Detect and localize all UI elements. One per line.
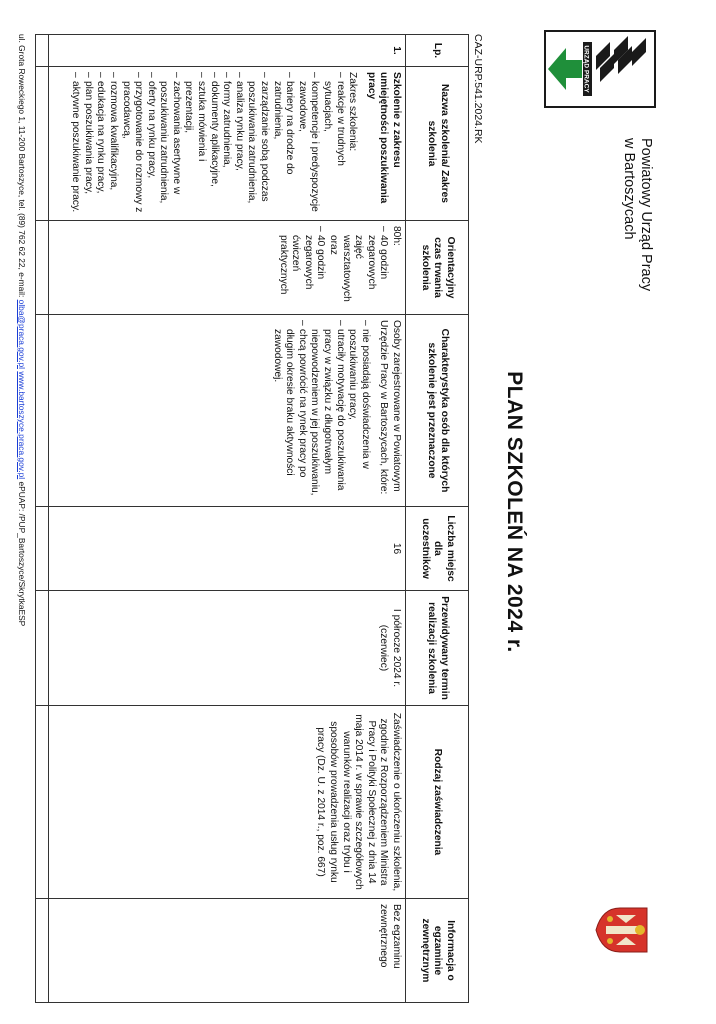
table-empty-row (36, 35, 49, 1003)
time-list (276, 226, 389, 309)
scope-list (69, 72, 346, 215)
list-item: – analiza rynku pracy, (232, 72, 245, 215)
time-total: 80h: (391, 226, 402, 246)
cell-term: I półrocze 2024 r. (czerwiec) (49, 591, 406, 706)
header-term: Przewidywany termin realizacji szkolenia (406, 591, 469, 706)
list-item: – sztuka mówienia i prezentacji, (182, 72, 207, 215)
list-item: – kompetencje i predyspozycje zawodowe, (295, 72, 320, 215)
list-item: – zarządzanie sobą podczas poszukiwania zatrudnienia, (245, 72, 270, 215)
scope-label: Zakres szkolenia: (347, 72, 359, 152)
cell-time (49, 221, 406, 315)
list-item: – plan poszukiwania pracy, (81, 72, 94, 215)
header-name: Nazwa szkolenia/ Zakres szkolenia (406, 67, 469, 221)
list-item: – oferty na rynku pracy, (144, 72, 157, 215)
table-row (49, 35, 406, 1003)
list-item: – aktywne poszukiwanie pracy. (69, 72, 82, 215)
target-list (270, 320, 371, 501)
list-item: – nie posiadają doświadczenia w poszukiwaniu pracy, (346, 320, 371, 501)
footer-epuap: ePUAP: /PUP_Bartoszyce/SkrytkaESP (17, 481, 27, 627)
training-name: Szkolenie z zakresu umiejętności poszukiwania pracy (365, 72, 402, 204)
list-item: – chcą powrócić na rynek pracy po długim okresie braku aktywności zawodowej. (270, 320, 308, 501)
urzad-pracy-logo (544, 30, 656, 108)
office-name-line2: w Bartoszycach (621, 138, 637, 240)
table-header-row (406, 35, 469, 1003)
footer-address: ul. Grota Roweckiego 1, 11-200 Bartoszyce, tel. (89) 762 62 22, e-mail: (17, 34, 27, 298)
header-lp: Lp. (406, 35, 469, 67)
logo-caption: URZĄD PRACY (582, 45, 590, 93)
logo-arrow-icon (546, 32, 654, 106)
list-item: – reakcje w trudnych sytuacjach, (320, 72, 345, 215)
cell-target (49, 315, 406, 507)
plan-title: PLAN SZKOLEŃ NA 2024 r. (503, 371, 526, 653)
cell-lp: 1. (49, 35, 406, 67)
list-item: – formy zatrudnienia, (220, 72, 233, 215)
list-item: – dokumenty aplikacyjne, (207, 72, 220, 215)
office-name-line1: Powiatowy Urząd Pracy (638, 138, 654, 292)
footer-email-link[interactable]: olba@praca.gov.pl (17, 299, 27, 369)
cell-seats: 16 (49, 507, 406, 591)
office-name (620, 138, 654, 291)
footer-contact (17, 34, 27, 1002)
header-exam: Informacja o egzaminie zewnętrznym (406, 899, 469, 1003)
cell-name (49, 67, 406, 221)
footer-website-link[interactable]: www.bartoszyce.praca.gov.pl (17, 371, 27, 480)
header-seats: Liczba miejsc dla uczestników (406, 507, 469, 591)
list-item: – rozmowa kwalifikacyjna, (106, 72, 119, 215)
header-target: Charakterystyka osób dla których szkolenie jest przeznaczone (406, 315, 469, 507)
list-item: – bariery na drodze do zatrudnienia, (270, 72, 295, 215)
target-intro: Osoby zarejestrowane w Powiatowym Urzędzie Pracy w Bartoszycach, które: (378, 320, 402, 495)
cell-cert: Zaświadczenie o ukończeniu szkolenia, zgodnie z Rozporządzeniem Ministra Pracy i Polityki Społecznej z dnia 14 maja 2014 r. w sprawie szczegółowych warunków realizacji oraz trybu i sposobów prowadzenia usług rynku pracy (Dz. U. z 2014 r., poz. 667) (49, 706, 406, 899)
header-time: Orientacyjny czas trwania szkolenia (406, 221, 469, 315)
list-item: – przygotowanie do rozmowy z pracodawcą, (119, 72, 144, 215)
list-item: – 40 godzin zegarowych ćwiczeń praktycznych (276, 226, 326, 309)
training-plan-table (35, 34, 469, 1003)
case-reference: CAZ-URP.541.2024.RK (472, 34, 484, 144)
cell-exam: Bez egzaminu zewnętrznego (49, 899, 406, 1003)
list-item: – zachowania asertywne w poszukiwaniu zatrudnienia, (157, 72, 182, 215)
header-cert: Rodzaj zaświadczenia (406, 706, 469, 899)
coat-of-arms-icon (594, 905, 650, 955)
list-item: – edukacja na rynku pracy, (94, 72, 107, 215)
list-item: – utraciły motywację do poszukiwania pracy w związku z długotrwałym niepowodzeniem w jej poszukiwaniu, (308, 320, 346, 501)
list-item: – 40 godzin zegarowych zajęć warsztatowych oraz (326, 226, 389, 309)
